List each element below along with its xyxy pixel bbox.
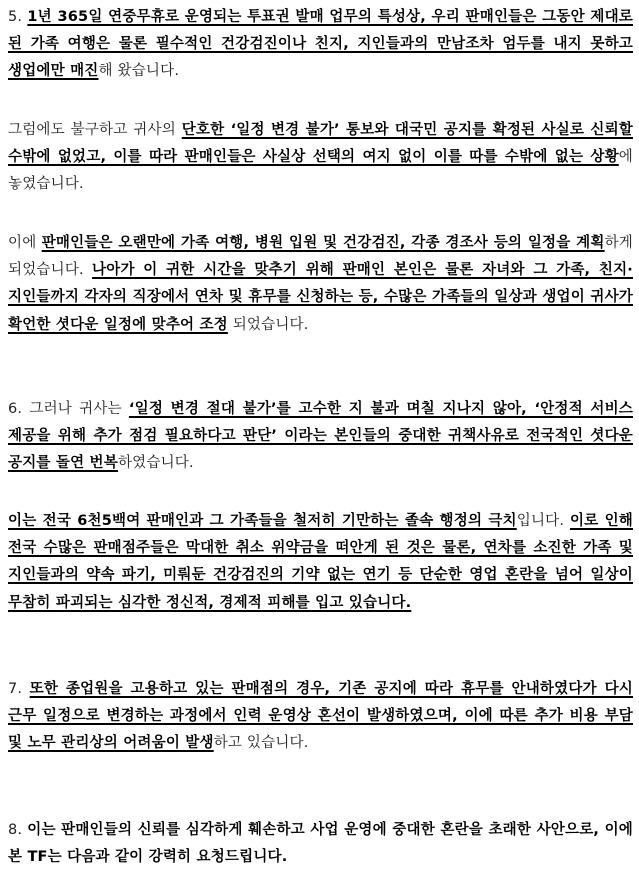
paragraph-text: 5. (8, 9, 28, 25)
paragraph-item-5 (8, 4, 633, 86)
paragraph-text: 입니다. (516, 513, 570, 529)
paragraph-damage (8, 508, 633, 617)
emphasized-text: 이는 전국 6천5백여 판매인과 그 가족들을 철저히 기만하는 졸속 행정의 극치 (8, 513, 517, 529)
paragraph-item-6 (8, 396, 633, 478)
paragraph-text: 하게 되었습니다. (8, 235, 633, 279)
emphasized-text: 나아가 이 귀한 시간을 맞추기 위해 판매인 본인은 물론 자녀와 그 가족, 친지·지인들까지 각자의 직장에서 연차 및 휴무를 신청하는 등, 수많은 가족들의 일상과 생업이 귀사가 확언한 셧다운 일정에 맞추어 조정 (8, 262, 634, 333)
emphasized-text: 또한 종업원을 고용하고 있는 판매점의 경우, 기존 공지에 따라 휴무를 안내하였다가 다시 근무 일정으로 변경하는 과정에서 인력 운영상 혼선이 발생하였으며, 이에 따른 추가 비용 부담 및 노무 관리상의 어려움이 발생 (8, 681, 634, 752)
paragraph-plans (8, 230, 633, 339)
paragraph-text: 하고 있습니다. (213, 735, 309, 752)
paragraph-item-8 (8, 817, 633, 871)
emphasized-text: ‘일정 변경 절대 불가’를 고수한 지 불과 며칠 지나지 않아, ‘안정적 서비스 제공을 위해 추가 점검 필요하다고 판단’ 이라는 본인들의 중대한 귀책사유로 전국적인 셧다운 공지를 돌연 번복 (8, 401, 633, 472)
paragraph-text: 이에 (8, 235, 42, 251)
paragraph-text: 그럼에도 불구하고 귀사의 (8, 122, 182, 138)
emphasized-text: 이는 판매인들의 신뢰를 심각하게 훼손하고 사업 운영에 중대한 혼란을 초래한 사안으로, 이에 본 TF는 다음과 같이 강력히 요청드립니다. (8, 822, 633, 866)
emphasized-text: 단호한 ‘일정 변경 불가’ 통보와 대국민 공지를 확정된 사실로 신뢰할 수밖에 없었고, 이를 따라 판매인들은 사실상 선택의 여지 없이 이를 따를 수밖에 없는 상황 (8, 122, 633, 166)
paragraph-text: 7. (8, 681, 30, 697)
paragraph-text: 하였습니다. (117, 455, 194, 472)
paragraph-text: 해 왔습니다. (98, 63, 180, 80)
emphasized-text: 이로 인해 전국 수많은 판매점주들은 막대한 취소 위약금을 떠안게 된 것은 물론, 연차를 소진한 가족 및 지인들과의 약속 파기, 미뤄둔 건강검진의 기약 없는 연기 등 단순한 영업 혼란을 넘어 일상이 무참히 파괴되는 심각한 정신적, 경제적 피해를 입고 있습니다. (8, 513, 633, 611)
emphasized-text: 판매인들은 오랜만에 가족 여행, 병원 입원 및 건강검진, 각종 경조사 등의 일정을 계획 (41, 235, 605, 251)
emphasized-text: 1년 365일 연중무휴로 운영되는 투표권 발매 업무의 특성상, 우리 판매인들은 그동안 제대로 된 가족 여행은 물론 필수적인 건강검진이나 친지, 지인들과의 만남조차 엄두를 내지 못하고 생업에만 매진 (8, 9, 633, 80)
paragraph-text: 에 놓였습니다. (8, 149, 633, 193)
paragraph-text: 6. 그러나 귀사는 (8, 401, 129, 417)
paragraph-notice-change (8, 117, 633, 199)
paragraph-text: 되었습니다. (227, 316, 309, 333)
paragraph-item-7 (8, 676, 633, 758)
paragraph-text: 8. (8, 822, 28, 838)
